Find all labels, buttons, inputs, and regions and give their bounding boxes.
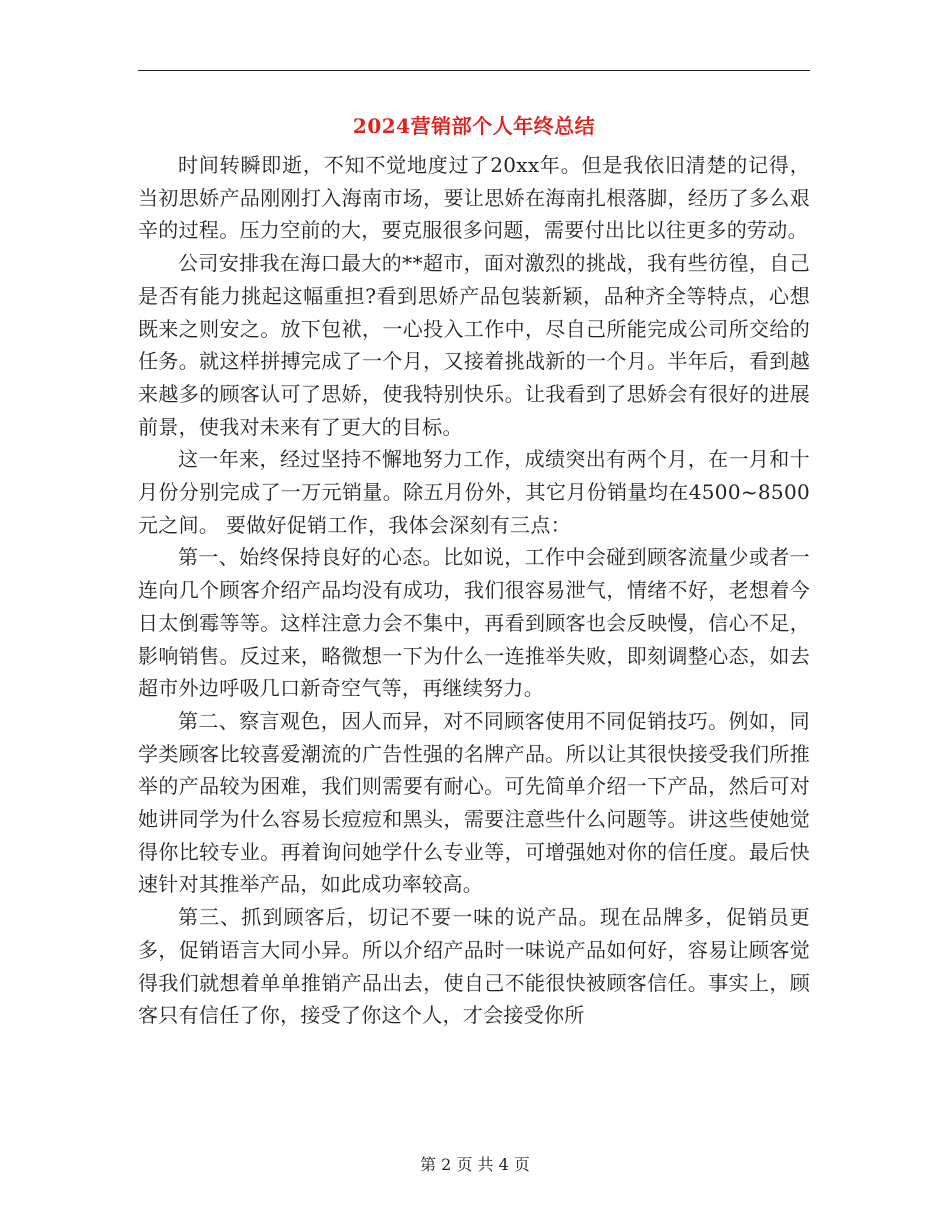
paragraph-6: 第三、抓到顾客后，切记不要一味的说产品。现在品牌多，促销员更多，促销语言大同小异。所以介绍产品时一味说产品如何好，容易让顾客觉得我们就想着单单推销产品出去，使自己不能很快被顾客信任。事实上，顾客只有信任了你，接受了你这个人，才会接受你所: [138, 905, 810, 1028]
paragraph-5: 第二、察言观色，因人而异，对不同顾客使用不同促销技巧。例如，同学类顾客比较喜爱潮流的广告性强的名牌产品。所以让其很快接受我们所推举的产品较为困难，我们则需要有耐心。可先简单介绍一下产品，然后可对她讲同学为什么容易长痘痘和黑头，需要注意些什么问题等。讲这些使她觉得你比较专业。再着询问她学什么专业等，可增强她对你的信任度。最后快速针对其推举产品，如此成功率较高。: [138, 708, 810, 897]
paragraph-1: 时间转瞬即逝，不知不觉地度过了20xx年。但是我依旧清楚的记得，当初思娇产品刚刚打入海南市场，要让思娇在海南扎根落脚，经历了多么艰辛的过程。压力空前的大，要克服很多问题，需要付出比以往更多的劳动。: [138, 153, 810, 243]
paragraph-3: 这一年来，经过坚持不懈地努力工作，成绩突出有两个月，在一月和十月份分别完成了一万元销量。除五月份外，其它月份销量均在4500~8500元之间。 要做好促销工作，我体会深刻有三点：: [138, 447, 810, 537]
paragraph-2: 公司安排我在海口最大的**超市，面对激烈的挑战，我有些彷徨，自己是否有能力挑起这幅重担?看到思娇产品包装新颖，品种齐全等特点，心想既来之则安之。放下包袱，一心投入工作中，尽自己所能完成公司所交给的任务。就这样拼搏完成了一个月，又接着挑战新的一个月。半年后，看到越来越多的顾客认可了思娇，使我特别快乐。让我看到了思娇会有很好的进展前景，使我对未来有了更大的目标。: [138, 251, 810, 439]
paragraph-4: 第一、始终保持良好的心态。比如说，工作中会碰到顾客流量少或者一连向几个顾客介绍产品均没有成功，我们很容易泄气，情绪不好，老想着今日太倒霉等等。这样注意力会不集中，再看到顾客也会反映慢，信心不足，影响销售。反过来，略微想一下为什么一连推举失败，即刻调整心态，如去超市外边呼吸几口新奇空气等，再继续努力。: [138, 545, 810, 701]
header-rule: [138, 70, 810, 71]
document-body: [138, 149, 810, 1032]
document-title: 2024营销部个人年终总结: [352, 114, 596, 138]
page-footer: 第 2 页 共 4 页: [420, 1155, 530, 1174]
